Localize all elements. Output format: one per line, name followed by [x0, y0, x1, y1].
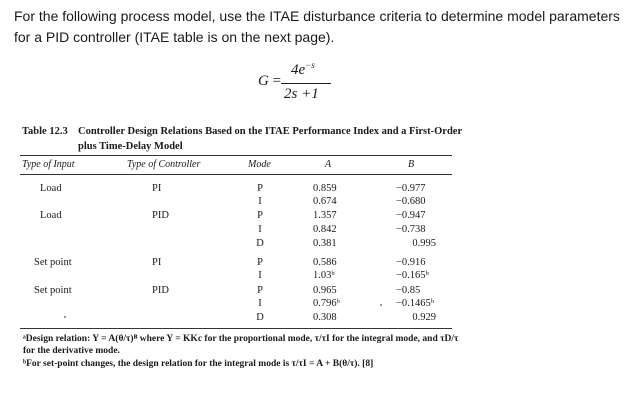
table-cell-mode: P	[257, 183, 263, 194]
table-cell-mode: I	[258, 224, 262, 235]
table-cell-a: 1.03ᵇ	[313, 270, 335, 281]
group-load-pi-controller: PI	[152, 183, 162, 194]
table-cell-a: 0.586	[313, 257, 337, 268]
table-caption-number: Table 12.3	[22, 126, 68, 137]
header-type-of-input: Type of Input	[22, 159, 75, 170]
group-setpoint-pid-controller: PID	[152, 285, 169, 296]
equation-exponent: −s	[305, 60, 315, 70]
group-load-pid-controller: PID	[152, 210, 169, 221]
transfer-function-equation	[258, 60, 378, 106]
footnote-b: ᵇFor set-point changes, the design relation for the integral mode is τ/τI = A + B(θ/τ). [8]	[23, 359, 374, 369]
table-cell-mode: I	[258, 270, 262, 281]
equation-denominator: 2s +1	[284, 86, 319, 102]
table-cell-b: −0.977	[396, 183, 426, 194]
problem-statement: For the following process model, use the ITAE disturbance criteria to determine model parameters for a PID controller (ITAE table is on the next page).	[14, 8, 620, 45]
group-setpoint-pid-input: Set point	[34, 285, 72, 296]
table-cell-b: −0.738	[396, 224, 426, 235]
header-mode: Mode	[248, 159, 271, 170]
table-cell-a: 0.859	[313, 183, 337, 194]
table-cell-mode: P	[257, 285, 263, 296]
table-header-rule	[20, 174, 452, 175]
scan-speck	[64, 316, 66, 318]
table-cell-a: 1.357	[313, 210, 337, 221]
table-cell-b: −0.1465ᵇ	[396, 298, 435, 309]
table-cell-b: −0.85	[396, 285, 421, 296]
header-a: A	[325, 159, 332, 170]
equation-lhs: G =	[258, 73, 282, 89]
table-caption-text: Controller Design Relations Based on the ITAE Performance Index and a First-Order plus Time-Delay Model	[78, 126, 462, 152]
table-cell-b: −0.916	[396, 257, 426, 268]
table-cell-mode: P	[257, 257, 263, 268]
table-cell-a: 0.965	[313, 285, 337, 296]
table-cell-a: 0.381	[313, 238, 337, 249]
table-cell-b: −0.680	[396, 196, 426, 207]
table-cell-mode: P	[257, 210, 263, 221]
table-cell-a: 0.308	[313, 312, 337, 323]
header-b: B	[408, 159, 415, 170]
fraction-bar	[281, 83, 331, 84]
table-bottom-rule	[20, 328, 452, 329]
table-cell-b: 0.929	[412, 312, 436, 323]
footnote-a: ᵃDesign relation: Y = A(θ/τ)ᴮ where Y = KKc for the proportional mode, τ/τI for the integral mode, and τD/τ for the derivative mode.	[23, 334, 459, 356]
group-setpoint-pi-controller: PI	[152, 257, 162, 268]
group-setpoint-pi-input: Set point	[34, 257, 72, 268]
group-load-pid-input: Load	[40, 210, 62, 221]
table-cell-mode: I	[258, 196, 262, 207]
table-cell-b: −0.947	[396, 210, 426, 221]
table-cell-a: 0.796ᵇ	[313, 298, 340, 309]
equation-numerator: $4e^{-s}$	[291, 60, 315, 78]
scan-speck	[380, 304, 382, 306]
table-top-rule	[20, 155, 452, 156]
table-cell-mode: I	[258, 298, 262, 309]
header-type-of-controller: Type of Controller	[127, 159, 201, 170]
table-cell-b: 0.995	[412, 238, 436, 249]
group-load-pi-input: Load	[40, 183, 62, 194]
table-cell-mode: D	[256, 312, 264, 323]
table-cell-b: −0.165ᵇ	[396, 270, 429, 281]
table-cell-mode: D	[256, 238, 264, 249]
table-cell-a: 0.674	[313, 196, 337, 207]
table-cell-a: 0.842	[313, 224, 337, 235]
